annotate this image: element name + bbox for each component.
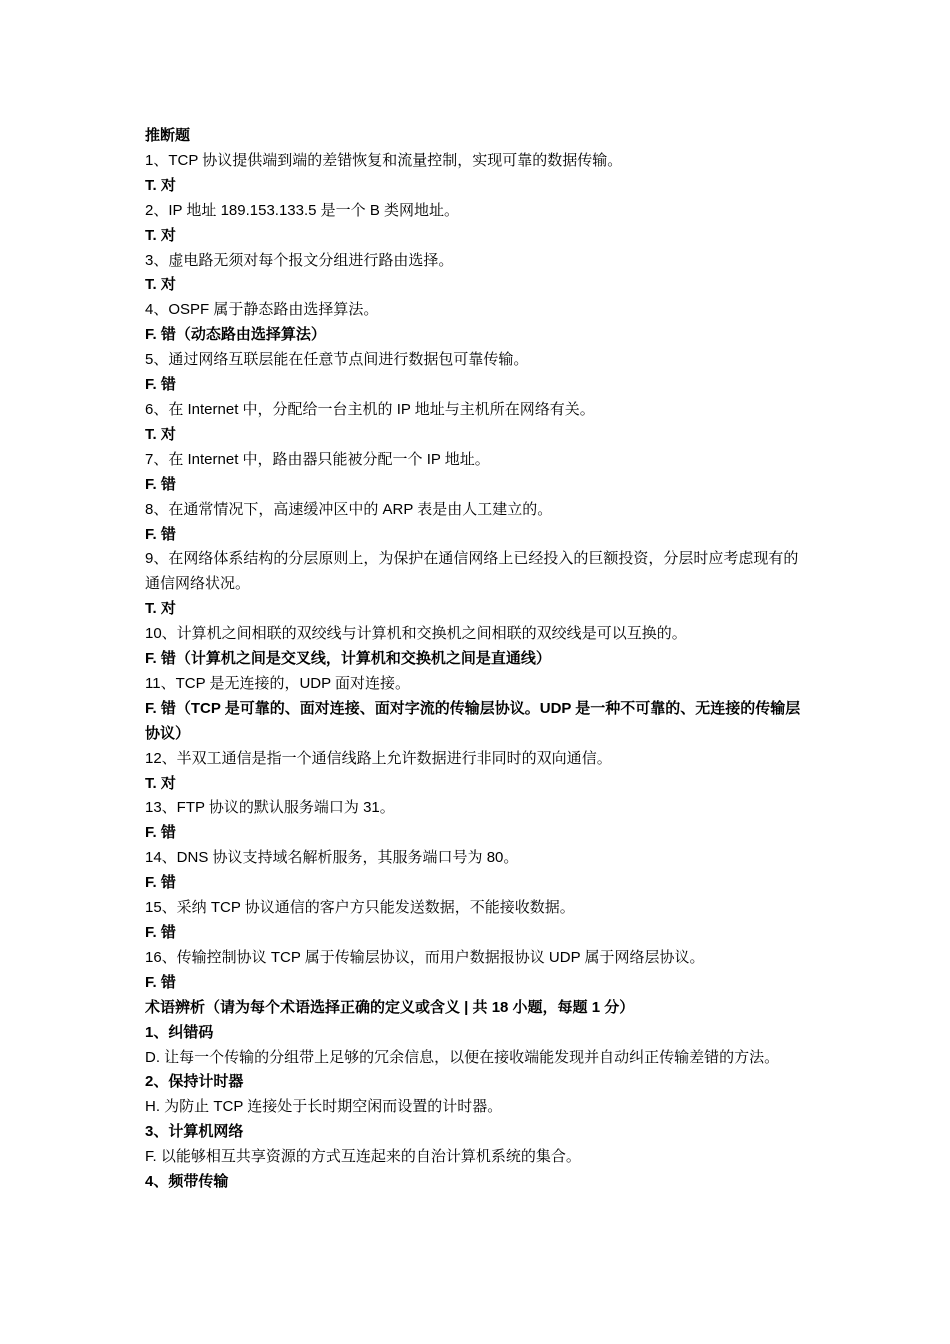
term-title: 3、计算机网络 [145, 1123, 244, 1141]
question-text: 2、IP 地址 189.153.133.5 是一个 B 类网地址。 [145, 201, 460, 219]
answer-text: F. 错（动态路由选择算法） [145, 326, 326, 344]
question-text: 6、在 Internet 中，分配给一台主机的 IP 地址与主机所在网络有关。 [145, 400, 595, 418]
answer-text: F. 错 [145, 376, 176, 394]
section-heading-terms: 术语辨析（请为每个术语选择正确的定义或含义 | 共 18 小题，每题 1 分） [145, 998, 635, 1016]
answer-text: F. 错 [145, 525, 176, 543]
question-text: 3、虚电路无须对每个报文分组进行路由选择。 [145, 251, 454, 269]
answer-text: T. 对 [145, 774, 176, 792]
answer-text: F. 错（计算机之间是交叉线，计算机和交换机之间是直通线） [145, 650, 551, 668]
answer-text: F. 错 [145, 475, 176, 493]
question-text: 15、采纳 TCP 协议通信的客户方只能发送数据，不能接收数据。 [145, 899, 575, 917]
answer-text: F. 错 [145, 874, 176, 892]
answer-text: F. 错（TCP 是可靠的、面对连接、面对字流的传输层协议。UDP 是一种不可靠的、无连接的传输层协议） [145, 699, 801, 742]
document-page [145, 124, 810, 1195]
answer-text: T. 对 [145, 226, 176, 244]
question-text: 8、在通常情况下，高速缓冲区中的 ARP 表是由人工建立的。 [145, 500, 553, 518]
question-text: 1、TCP 协议提供端到端的差错恢复和流量控制，实现可靠的数据传输。 [145, 151, 623, 169]
question-text: 12、半双工通信是指一个通信线路上允许数据进行非同时的双向通信。 [145, 749, 612, 767]
term-title: 1、纠错码 [145, 1023, 214, 1041]
term-definition: D. 让每一个传输的分组带上足够的冗余信息，以便在接收端能发现并自动纠正传输差错的方法。 [145, 1048, 780, 1066]
question-text: 10、计算机之间相联的双绞线与计算机和交换机之间相联的双绞线是可以互换的。 [145, 625, 687, 643]
section-heading-judgment: 推断题 [145, 127, 191, 144]
question-text: 14、DNS 协议支持域名解析服务，其服务端口号为 80。 [145, 849, 519, 867]
term-definition: F. 以能够相互共享资源的方式互连起来的自治计算机系统的集合。 [145, 1148, 581, 1166]
term-title: 4、频带传输 [145, 1173, 229, 1191]
question-text: 4、OSPF 属于静态路由选择算法。 [145, 301, 379, 319]
question-text: 16、传输控制协议 TCP 属于传输层协议，而用户数据报协议 UDP 属于网络层协议。 [145, 948, 705, 966]
question-text: 11、TCP 是无连接的，UDP 面对连接。 [145, 674, 411, 692]
question-text: 9、在网络体系结构的分层原则上，为保护在通信网络上已经投入的巨额投资，分层时应考虑现有的通信网络状况。 [145, 550, 799, 593]
term-title: 2、保持计时器 [145, 1073, 244, 1091]
answer-text: F. 错 [145, 973, 176, 991]
answer-text: F. 错 [145, 824, 176, 842]
term-definition: H. 为防止 TCP 连接处于长时期空闲而设置的计时器。 [145, 1098, 503, 1116]
answer-text: T. 对 [145, 276, 176, 294]
answer-text: T. 对 [145, 425, 176, 443]
question-text: 7、在 Internet 中，路由器只能被分配一个 IP 地址。 [145, 450, 490, 468]
question-text: 5、通过网络互联层能在任意节点间进行数据包可靠传输。 [145, 351, 529, 369]
question-text: 13、FTP 协议的默认服务端口为 31。 [145, 799, 395, 817]
answer-text: T. 对 [145, 176, 176, 194]
answer-text: F. 错 [145, 924, 176, 941]
answer-text: T. 对 [145, 600, 176, 618]
